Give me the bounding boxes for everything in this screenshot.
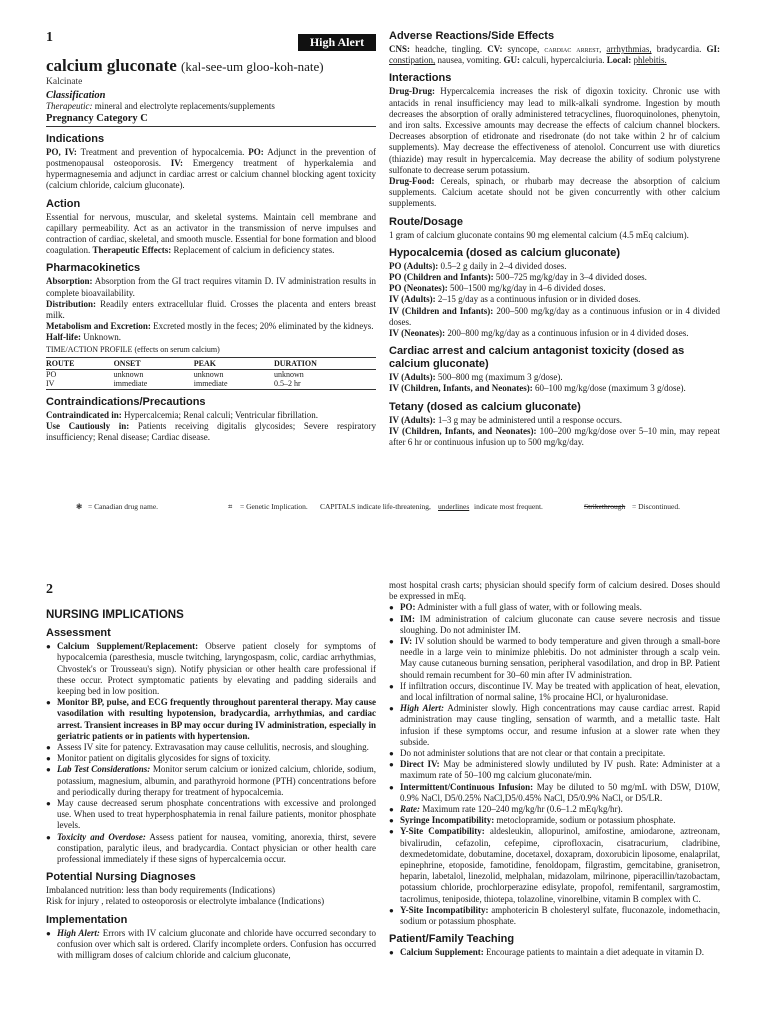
table-header: PEAK [194,357,274,369]
route-intro: 1 gram of calcium gluconate contains 90 mg elemental calcium (4.5 mEq calcium). [389,229,689,240]
dosing-line [389,272,720,283]
list-item [389,614,720,636]
list-item [46,798,376,832]
high-alert-badge: High Alert [298,34,376,51]
item-text: IV solution should be warmed to body temperature and given through a small-bore needle in a large vein to minimize phlebitis. Do not administer through a scalp vein. May cause cutaneous burning sensation, peripheral vasodilation, and drop in BP. Patient should remain recumbent for 30–60 min after IV administration. [400,636,721,680]
drug-drug-body: Hypercalcemia increases the risk of digoxin toxicity. Chronic use with antacids in renal insufficiency may lead to milk-alkali syndrome. Ingestion by mouth decreases the absorption of orally administered tetracyclines, fluoroquinolones, phenytoin, and iron salts. Excessive amounts may decrease the effects of calcium channel blockers. Decreases absorption of etidronate and risedronate (do not take within 2 hr of calcium supplements). May decrease the effectiveness of atenolol. Concurrent use with diuretics (thiazide) may result in hypercalcemia. May decrease the ability of sodium polystyrene sulfonate to decrease serum potassium. [389,86,720,175]
cautious-use-body: Patients receiving digitalis glycosides; Severe respiratory insufficiency; Renal disease; Cardiac disease. [46,421,377,443]
item-text: May be administered slowly undiluted by IV push. Rate: Administer at a maximum rate of 50–100 mg calcium gluconate/min. [400,759,721,781]
drug-food-label: Drug-Food: [389,176,435,187]
cardiac-arrest-heading: Cardiac arrest and calcium antagonist toxicity (dosed as calcium gluconate) [389,345,685,371]
item-label: Intermittent/Continuous Infusion: [400,781,534,792]
tetany-heading: Tetany (dosed as calcium gluconate) [389,400,581,413]
administration-list [389,602,720,927]
gi-text: nausea, vomiting. [437,55,502,66]
item-text: Monitor patient on digitalis glycosides for signs of toxicity. [57,753,271,764]
dosing-route: PO (Neonates): [389,283,448,294]
drug-food-body: Cereals, spinach, or rhubarb may decrease the absorption of calcium supplements. Calcium acetate should not be given concurrently with other calcium supplements. [389,176,721,209]
implementation-list [46,928,376,962]
nursing-implications-heading: NURSING IMPLICATIONS [46,609,184,621]
therapeutic-class [46,101,376,112]
dna-icon: ⌗ [228,502,233,511]
item-label: Toxicity and Overdose: [57,831,146,842]
dosing-line [389,383,720,394]
contraindications-heading: Contraindications/Precautions [46,395,206,408]
contraindicated-body: Hypercalcemia; Renal calculi; Ventricular fibrillation. [124,409,319,420]
left-column [46,32,376,443]
interactions-heading: Interactions [389,72,452,85]
table-cell: PO [46,369,57,379]
cns-label: CNS: [389,44,411,54]
item-label: Syringe Incompatibility: [400,815,495,826]
diagnosis-item: Risk for injury , related to osteoporosis or electrolyte imbalance (Indications) [46,896,325,907]
dosing-route: PO (Adults): [389,260,439,271]
list-item [46,641,376,697]
table-header: DURATION [274,357,376,369]
list-item [389,759,720,781]
gu-text: calculi, hypercalciuria. [522,55,605,66]
indications-heading: Indications [46,132,105,145]
item-text: Maximum rate 120–240 mg/kg/hr (0.6–1.2 mEq/kg/hr). [422,804,623,815]
item-text: IM administration of calcium gluconate can cause severe necrosis and tissue sloughing. Do not administer IM. [400,613,720,635]
cv-frequent-text: arrhythmias, [606,44,652,54]
list-item [389,826,720,904]
item-text: Encourage patients to maintain a diet adequate in vitamin D. [486,947,704,958]
item-text: Administer slowly. High concentrations may cause cardiac arrest. Rapid administration may cause tingling, sensation of warmth, and a metallic taste. Halt infusion if these symptoms occur, and resume infusion at a slower rate when they subside. [400,703,721,747]
list-item [389,782,720,804]
item-label: High Alert: [400,703,445,714]
hypocalcemia-dosing [389,261,720,339]
dosing-line [389,328,720,339]
page-number: 2 [46,582,53,597]
dosing-amount: 1–3 g may be administered until a response occurs. [437,414,623,425]
item-label: Calcium Supplement/Replacement: [57,641,199,652]
local-text: phlebitis. [633,55,667,66]
diagnoses-heading: Potential Nursing Diagnoses [46,871,196,884]
cns-text: headche, tingling. [415,44,483,54]
indication-text: Adjunct in the prevention of postmenopausal osteoporosis. [46,146,376,169]
item-text: Monitor BP, pulse, and ECG frequently throughout parenteral therapy. May cause vasodilation with resulting hypotension, bradycardia, arrhythmias, and cardiac arrest. Transient increases in BP may occur during IV administration, especially in geriatric patients or in patients with hypertension. [57,697,376,741]
half-life-body: Unknown. [83,332,121,343]
action-heading: Action [46,197,81,210]
item-text: Do not administer solutions that are not clear or that contain a precipitate. [400,748,666,759]
table-header: ROUTE [46,357,114,369]
table-row [46,369,376,379]
implementation-heading: Implementation [46,913,128,926]
half-life-text [46,332,376,343]
item-label: High Alert: [57,927,100,938]
legend-underlines: underlines [438,502,470,511]
cv-label: CV: [487,44,503,54]
dosing-line [389,283,720,294]
drug-drug-text [389,86,720,176]
distribution-label: Distribution: [46,298,97,309]
dosing-route: IV (Children and Infants): [389,305,494,316]
indication-lead: PO: [248,146,264,157]
list-item [389,703,720,748]
dosing-route: IV (Adults): [389,414,436,425]
dosing-line [389,261,720,272]
pregnancy-category: Pregnancy Category C [46,113,376,127]
absorption-body: Absorption from the GI tract requires vitamin D. IV administration results in complete bioavailability. [46,276,376,298]
distribution-text [46,299,376,321]
maple-leaf-icon: ❃ [76,502,83,511]
item-text: aldesleukin, allopurinol, amifostine, amiodarone, aztreonam, bivalirudin, cefazolin, cefepime, ciprofloxacin, cisatracurium, cladribine, dexmedetomidate, dobutamine, docetaxel, doxapram, doxorubicin liposome, enalaprilat, epinephrine, etoposide, famotidine, fenoldopam, filgrastim, gemcitabine, granisetron, heparin, labetalol, linezolid, melphalan, midazolam, milrinone, piperacillin/tazobactam, potassium chloride, prochlorperazine edisylate, propofol, remifentanil, sargramostim, tacrolimus, teniposide, thiotepa, tolazoline, vinorelbine, vitamin B complex with C. [400,826,720,904]
dosing-line [389,306,720,328]
item-text: Administer with a full glass of water, with or following meals. [417,602,642,613]
brand-name: Kalcinate [46,77,83,87]
item-label: Y-Site Compatibility: [400,826,485,837]
item-label: Lab Test Considerations: [57,764,151,775]
list-item [46,928,376,962]
drug-drug-label: Drug-Drug: [389,86,435,97]
dosing-amount: 100–200 mg/kg/dose over 5–10 min, may repeat after 6 hr or continuous infusion up to 500 mg/kg/day. [389,425,721,448]
dosing-amount: 200–800 mg/kg/day as a continuous infusion or in 4 divided doses. [447,328,689,339]
list-item [389,947,720,958]
therapeutic-label: Therapeutic: [46,101,93,112]
diagnosis-item: Imbalanced nutrition: less than body requirements (Indications) [46,885,275,896]
list-item [46,832,376,866]
contraindicated-text [46,410,376,421]
hypocalcemia-heading: Hypocalcemia (dosed as calcium gluconate) [389,246,621,259]
item-text: Monitor serum calcium or ionized calcium, chloride, sodium, potassium, magnesium, albumin, and parathyroid hormone (PTH) concentrations before and periodically during therapy for treatment of hypocalcemia. [57,764,376,797]
item-text: Assess IV site for patency. Extravasation may cause cellulitis, necrosis, and sloughing. [57,742,369,753]
legend-canadian: = Canadian drug name. [88,502,159,511]
legend-underlines-text: indicate most frequent. [474,502,543,511]
table-row [46,379,376,390]
list-item [389,804,720,815]
teaching-heading: Patient/Family Teaching [389,933,515,946]
therapeutic-text: mineral and electrolyte replacements/supplements [94,101,275,112]
monograph-page-2 [0,578,768,1024]
dosing-route: IV (Children, Infants, and Neonates): [389,383,533,394]
gi-frequent-text: constipation, [389,55,436,66]
list-item [46,764,376,798]
list-item [389,748,720,759]
indication-lead: PO, IV: [46,146,77,157]
table-cell: unknown [113,369,144,379]
item-text: amphotericin B cholesteryl sulfate, fluconazole, indomethacin, sodium or potassium phosphate. [400,904,720,927]
legend-genetic: = Genetic Implication. [240,502,308,511]
cv-critical-text: cardiac arrest, [544,45,602,54]
item-text: metoclopramide, sodium or potassium phosphate. [496,815,676,826]
table-cell: 0.5–2 hr [274,379,376,390]
time-action-caption: TIME/ACTION PROFILE (effects on serum calcium) [46,344,220,354]
indication-lead: IV: [170,158,183,169]
pharmacokinetics-heading: Pharmacokinetics [46,262,141,275]
drug-title [46,56,376,77]
table-cell: immediate [114,379,194,390]
drug-pronunciation: (kal-see-um gloo-koh-nate) [181,59,324,74]
route-dosage-heading: Route/Dosage [389,215,463,228]
cardiac-arrest-dosing [389,372,720,394]
gu-label: GU: [503,55,520,66]
item-label: Rate: [400,804,420,815]
list-item [389,815,720,826]
metabolism-label: Metabolism and Excretion: [46,321,151,332]
indication-text: Emergency treatment of hyperkalemia and hypermagnesemia and adjunct in cardiac arrest or calcium channel blocking agent toxicity (calcium chloride, calcium gluconate). [46,158,377,191]
right-column [389,30,720,448]
absorption-text [46,276,376,298]
list-item [389,602,720,613]
classification-heading: Classification [46,90,106,102]
table-cell: unknown [193,369,224,379]
item-text: Observe patient closely for symptoms of hypocalcemia (paresthesia, muscle twitching, laryngospasm, colic, cardiac arrhythmias, Chvostek's or Trousseau's sign). Notify physician or other health care professional if these occur. Protect symptomatic patients by elevating and padding siderails and keeping bed in low position. [57,641,376,697]
contraindicated-label: Contraindicated in: [46,409,122,420]
list-item [46,697,376,742]
dosing-line [389,372,720,383]
cautious-use-text [46,421,376,443]
dosing-amount: 2–15 g/day as a continuous infusion or in divided doses. [437,294,641,305]
dosing-line [389,426,720,448]
table-cell: unknown [273,369,304,379]
table-cell: IV [46,379,114,390]
item-text: May be diluted to 50 mg/mL with D5W, D10W, 0.9% NaCl, D5/0.25% NaCl,D5/0.45% NaCl, D5/0.9% NaCl, or D5/LR. [400,781,720,803]
item-text: If infiltration occurs, discontinue IV. May be treated with application of heat, elevation, and local infiltration of normal saline, 1% procaine HCl, or hyaluronidase. [400,680,720,703]
list-item [389,636,720,681]
dosing-amount: 0.5–2 g daily in 2–4 divided doses. [440,260,567,271]
item-label: IM: [400,613,415,624]
metabolism-body: Excreted mostly in the feces; 20% eliminated by the kidneys. [153,321,374,332]
drug-food-text [389,176,720,210]
dosing-amount: 60–100 mg/kg/dose (maximum 3 g/dose). [534,383,686,394]
local-label: Local: [606,55,632,66]
right-column [389,580,720,959]
item-label: Y-Site Incompatibility: [400,904,489,915]
cautious-use-label: Use Cautiously in: [46,421,130,432]
table-cell: immediate [194,379,274,390]
metabolism-text [46,321,376,332]
item-label: Calcium Supplement: [400,947,484,958]
dosing-route: IV (Neonates): [389,328,446,339]
cv-text: syncope, [507,44,540,54]
absorption-label: Absorption: [46,276,93,287]
item-label: PO: [400,602,416,613]
assessment-heading: Assessment [46,627,111,640]
dosing-amount: 500–1500 mg/kg/day in 4–6 divided doses. [449,283,606,294]
dosing-amount: 500–725 mg/kg/day in 3–4 divided doses. [495,272,647,283]
teaching-list [389,947,720,958]
list-item [46,742,376,753]
action-text [46,212,376,257]
diagnoses-list [46,885,376,907]
cv-text: bradycardia. [656,44,702,54]
indications-text [46,147,376,192]
list-item [46,753,376,764]
item-label: Direct IV: [400,759,440,770]
distribution-body: Readily enters extracellular fluid. Crosses the placenta and enters breast milk. [46,298,377,321]
dosing-route: PO (Children and Infants): [389,272,494,283]
gi-label: GI: [706,44,721,54]
dosing-route: IV (Adults): [389,372,436,383]
dosing-route: IV (Children, Infants, and Neonates): [389,425,537,436]
page-number: 1 [46,30,53,45]
item-text: Assess patient for nausea, vomiting, anorexia, thirst, severe constipation, paralytic ileus, and bradycardia. Contact physician or other health care professional immediately if these signs of hypercalcemia occur. [57,831,376,865]
left-column [46,604,376,961]
list-item [389,681,720,703]
continued-text: most hospital crash carts; physician should specify form of calcium desired. Doses should be expressed in mEq. [389,580,720,602]
dosing-amount: 200–500 mg/kg/day as a continuous infusion or in 4 divided doses. [389,305,721,327]
half-life-label: Half-life: [46,332,81,343]
action-body: Essential for nervous, muscular, and skeletal systems. Maintain cell membrane and capillary permeability. Act as an activator in the transmission of nerve impulses and contraction of cardiac, skeletal, and smooth muscle. Essential for bone formation and blood coagulation. [46,211,376,256]
dosing-route: IV (Adults): [389,294,436,305]
legend-capitals: CAPITALS indicate life-threatening, [320,502,431,511]
item-label: IV: [400,636,413,647]
item-text: Errors with IV calcium gluconate and chloride have occurred secondary to confusion over which salt is ordered. Clarify incomplete orders. Confusion has occurred with milligram doses of calcium chloride and calcium gluconate, [57,927,377,961]
adverse-text [389,44,720,66]
therapeutic-effects-text: Replacement of calcium in deficiency states. [173,245,335,256]
dosing-line [389,294,720,305]
assessment-list [46,641,376,865]
list-item [389,905,720,927]
time-action-table [46,357,376,390]
item-text: May cause decreased serum phosphate concentrations with excessive and prolonged use. When used to treat hyperphosphatemia in renal failure patients, monitor phosphate levels. [57,798,376,831]
dosing-amount: 500–800 mg (maximum 3 g/dose). [437,372,563,383]
tetany-dosing [389,415,720,449]
legend-strike-text: = Discontinued. [632,502,680,511]
adverse-heading: Adverse Reactions/Side Effects [389,30,555,42]
dosing-line [389,415,720,426]
table-header: ONSET [114,357,194,369]
therapeutic-effects-label: Therapeutic Effects: [92,245,172,256]
legend-strikethrough: Strikethrough [584,502,626,511]
drug-name: calcium gluconate [46,56,177,75]
indication-text: Treatment and prevention of hypocalcemia. [80,146,245,157]
